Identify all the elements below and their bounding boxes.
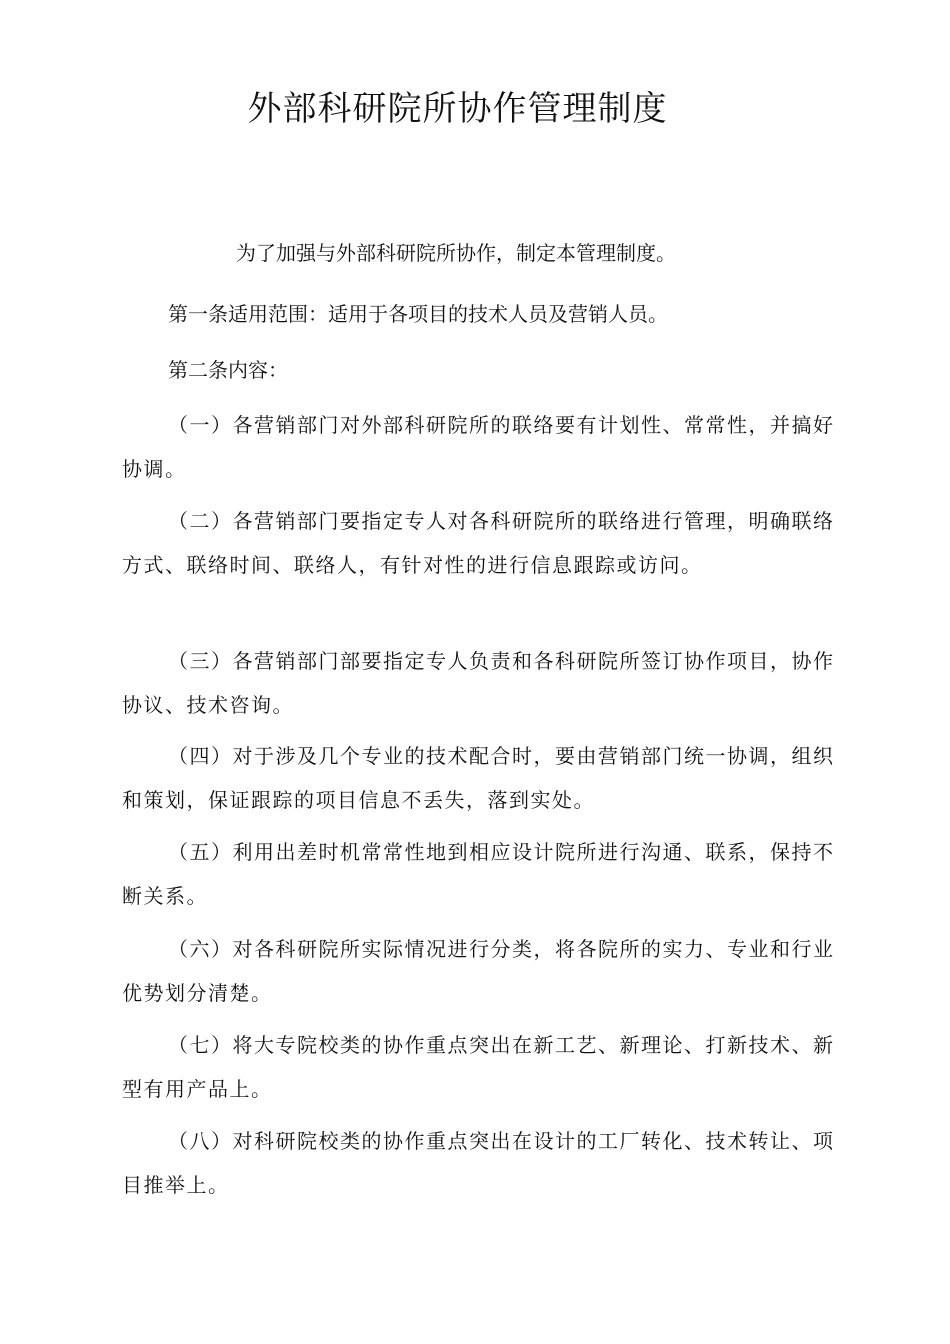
- article-2-item-4: （四）对于涉及几个专业的技术配合时，要由营销部门统一协调，组织和策划，保证跟踪的项目信息不丢失，落到实处。: [122, 744, 835, 812]
- article-1: 第一条适用范围：适用于各项目的技术人员及营销人员。: [168, 302, 668, 326]
- article-2-item-8: （八）对科研院校类的协作重点突出在设计的工厂转化、技术转让、项目推举上。: [122, 1129, 835, 1197]
- article-2-item-7: （七）将大专院校类的协作重点突出在新工艺、新理论、打新技术、新型有用产品上。: [122, 1033, 835, 1101]
- article-2-item-3: （三）各营销部门部要指定专人负责和各科研院所签订协作项目，协作协议、技术咨询。: [122, 649, 835, 717]
- article-2-item-6: （六）对各科研院所实际情况进行分类，将各院所的实力、专业和行业优势划分清楚。: [122, 937, 835, 1005]
- article-2-item-1: （一）各营销部门对外部科研院所的联络要有计划性、常常性，并搞好协调。: [122, 413, 835, 481]
- document-title: 外部科研院所协作管理制度: [247, 89, 668, 129]
- article-2-item-5: （五）利用出差时机常常性地到相应设计院所进行沟通、联系，保持不断关系。: [122, 840, 835, 908]
- article-2-item-2: （二）各营销部门要指定专人对各科研院所的联络进行管理，明确联络方式、联络时间、联络人，有针对性的进行信息跟踪或访问。: [122, 509, 835, 577]
- article-2-heading: 第二条内容：: [168, 358, 288, 382]
- intro-paragraph: 为了加强与外部科研院所协作，制定本管理制度。: [236, 241, 676, 265]
